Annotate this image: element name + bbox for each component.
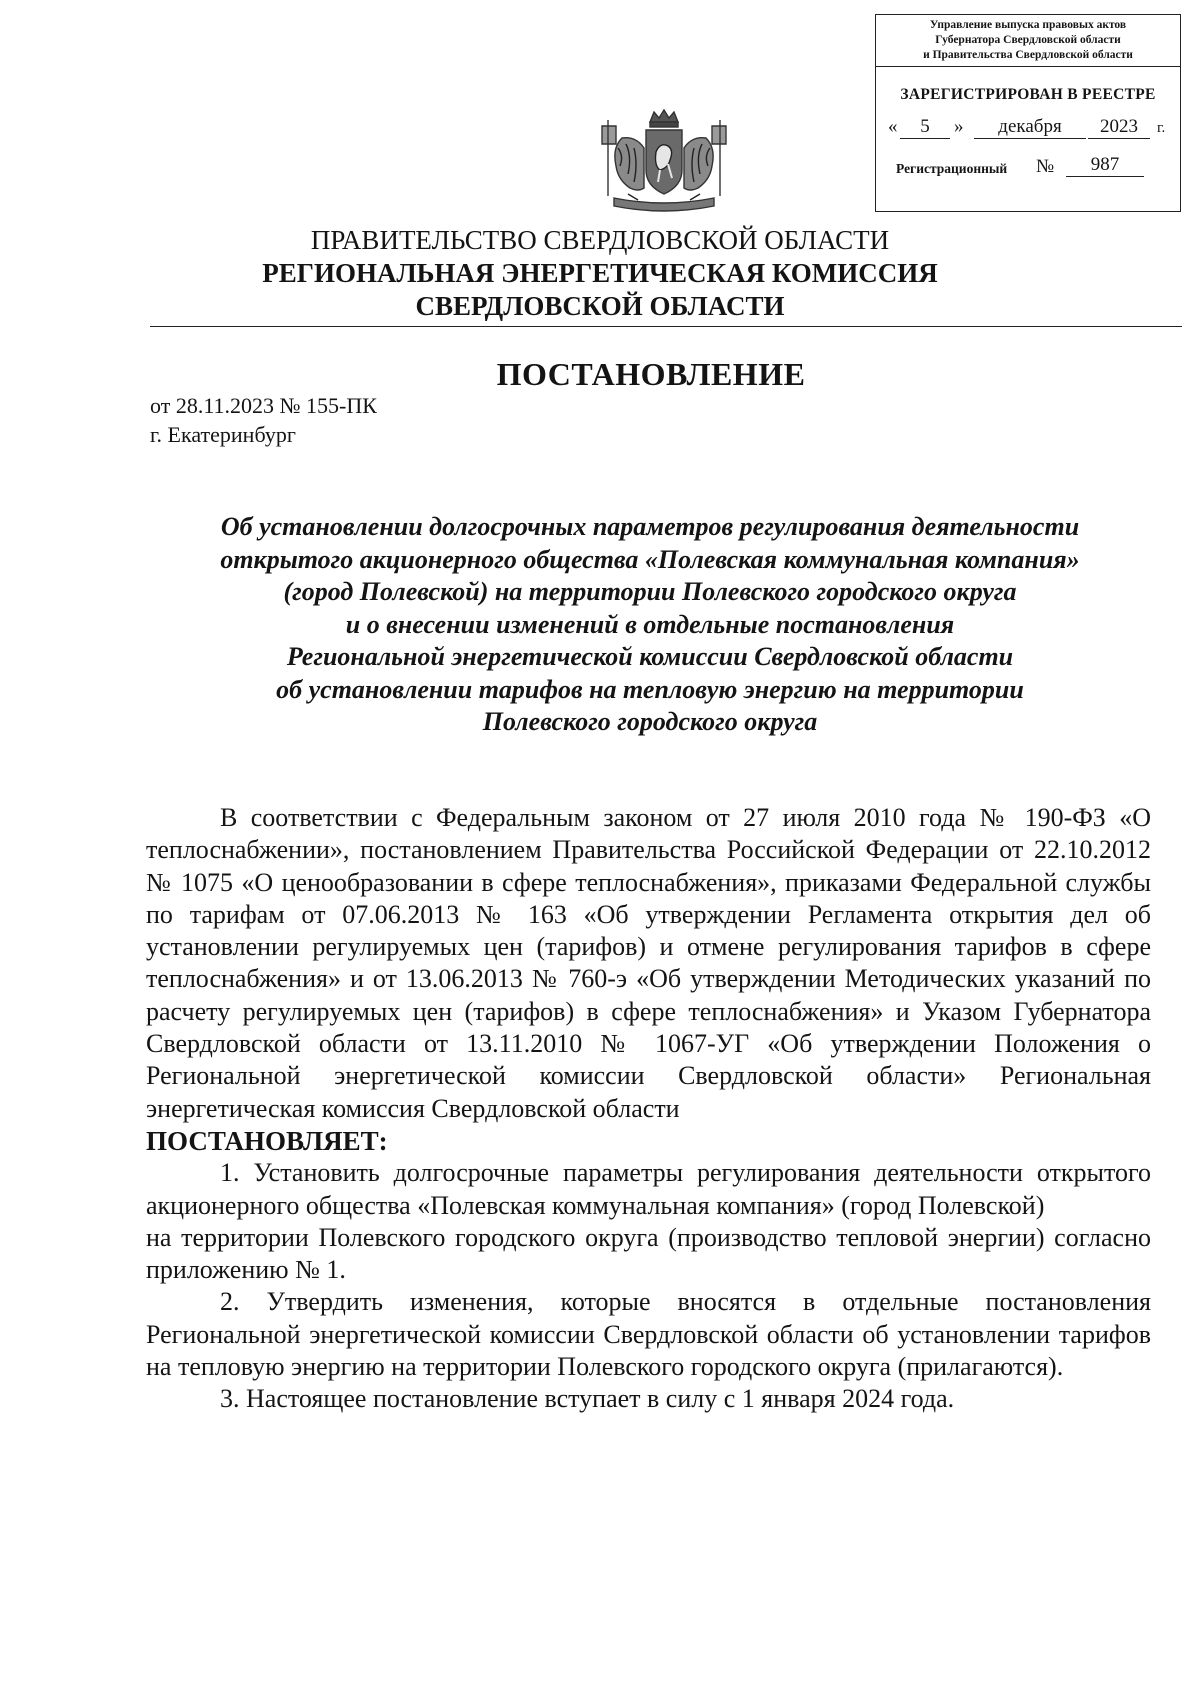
- stamp-number-sign: №: [1036, 156, 1055, 177]
- stamp-number-value: 987: [1066, 154, 1144, 177]
- document-type: ПОСТАНОВЛЕНИЕ: [496, 356, 806, 392]
- commission-name-line1: РЕГИОНАЛЬНАЯ ЭНЕРГЕТИЧЕСКАЯ КОМИССИЯ: [262, 258, 938, 288]
- item-1-paragraph: 1. Установить долгосрочные параметры регулирования деятельности открытого акционерного общества «Полевская коммунальная компания» (город Полевской): [146, 1158, 1151, 1220]
- stamp-header-line: Губернатора Свердловской области: [935, 34, 1121, 46]
- header-divider: [150, 326, 1182, 327]
- item-1-continuation: на территории Полевского городского округа (производство тепловой энергии) согласно приложению № 1.: [146, 1222, 1151, 1285]
- stamp-number-label: Регистрационный: [896, 161, 1008, 176]
- stamp-header: [876, 15, 1180, 67]
- decree-heading: ПОСТАНОВЛЯЕТ:: [146, 1125, 388, 1156]
- stamp-header-line: Управление выпуска правовых актов: [929, 19, 1127, 31]
- stamp-close-quote: »: [954, 116, 964, 137]
- document-subject: [150, 511, 1150, 739]
- stamp-open-quote: «: [888, 116, 898, 137]
- subject-line: Полевского городского округа: [482, 707, 818, 736]
- preamble-paragraph: В соответствии с Федеральным законом от 27 июля 2010 года № 190-ФЗ «О теплоснабжении», постановлением Правительства Российской Федерации от 22.10.2012 № 1075 «О ценообразовании в сфере теплоснабжения», приказами Федеральной службы по тарифам от 07.06.2013 № 163 «Об утверждении Регламента открытия дел об установлении регулируемых цен (тарифов) и отмене регулирования тарифов в сфере теплоснабжения» и от 13.06.2013 № 760-э «Об утверждении Методических указаний по расчету регулируемых цен (тарифов) в сфере теплоснабжения» и Указом Губернатора Свердловской области от 13.11.2010 № 1067-УГ «Об утверждении Положения о Региональной энергетической комиссии Свердловской области» Региональная энергетическая комиссия Свердловской области: [146, 803, 1151, 1123]
- subject-line: (город Полевской) на территории Полевского городского округа: [283, 577, 1017, 606]
- coat-of-arms-icon: [598, 108, 730, 218]
- document-city: г. Екатеринбург: [150, 422, 296, 447]
- subject-line: Об установлении долгосрочных параметров регулирования деятельности: [220, 512, 1080, 541]
- stamp-registration-number: [876, 154, 1180, 182]
- document-body: [146, 802, 1151, 1416]
- subject-line: об установлении тарифов на тепловую энергию на территории: [276, 674, 1024, 704]
- stamp-registered-label: ЗАРЕГИСТРИРОВАН В РЕЕСТРЕ: [900, 86, 1156, 103]
- document-date-number: от 28.11.2023 № 155-ПК: [150, 393, 377, 418]
- stamp-year-suffix: г.: [1157, 120, 1166, 136]
- stamp-month: декабря: [974, 116, 1086, 139]
- item-2-paragraph: 2. Утвердить изменения, которые вносятся в отдельные постановления Региональной энергетической комиссии Свердловской области об установлении тарифов на тепловую энергию на территории Полевского городского округа (прилагаются).: [146, 1287, 1151, 1382]
- subject-line: и о внесении изменений в отдельные постановления: [345, 609, 955, 639]
- subject-line: открытого акционерного общества «Полевская коммунальная компания»: [220, 544, 1080, 574]
- government-name: ПРАВИТЕЛЬСТВО СВЕРДЛОВСКОЙ ОБЛАСТИ: [310, 225, 890, 255]
- stamp-date: [876, 116, 1180, 146]
- stamp-header-line: и Правительства Свердловской области: [923, 49, 1133, 61]
- subject-line: Региональной энергетической комиссии Свердловской области: [286, 642, 1014, 671]
- item-3-paragraph: 3. Настоящее постановление вступает в силу с 1 января 2024 года.: [220, 1384, 955, 1414]
- registration-stamp: [875, 14, 1181, 212]
- stamp-year: 2023: [1088, 116, 1150, 139]
- commission-name-line2: СВЕРДЛОВСКОЙ ОБЛАСТИ: [415, 291, 785, 321]
- stamp-day: 5: [900, 116, 950, 139]
